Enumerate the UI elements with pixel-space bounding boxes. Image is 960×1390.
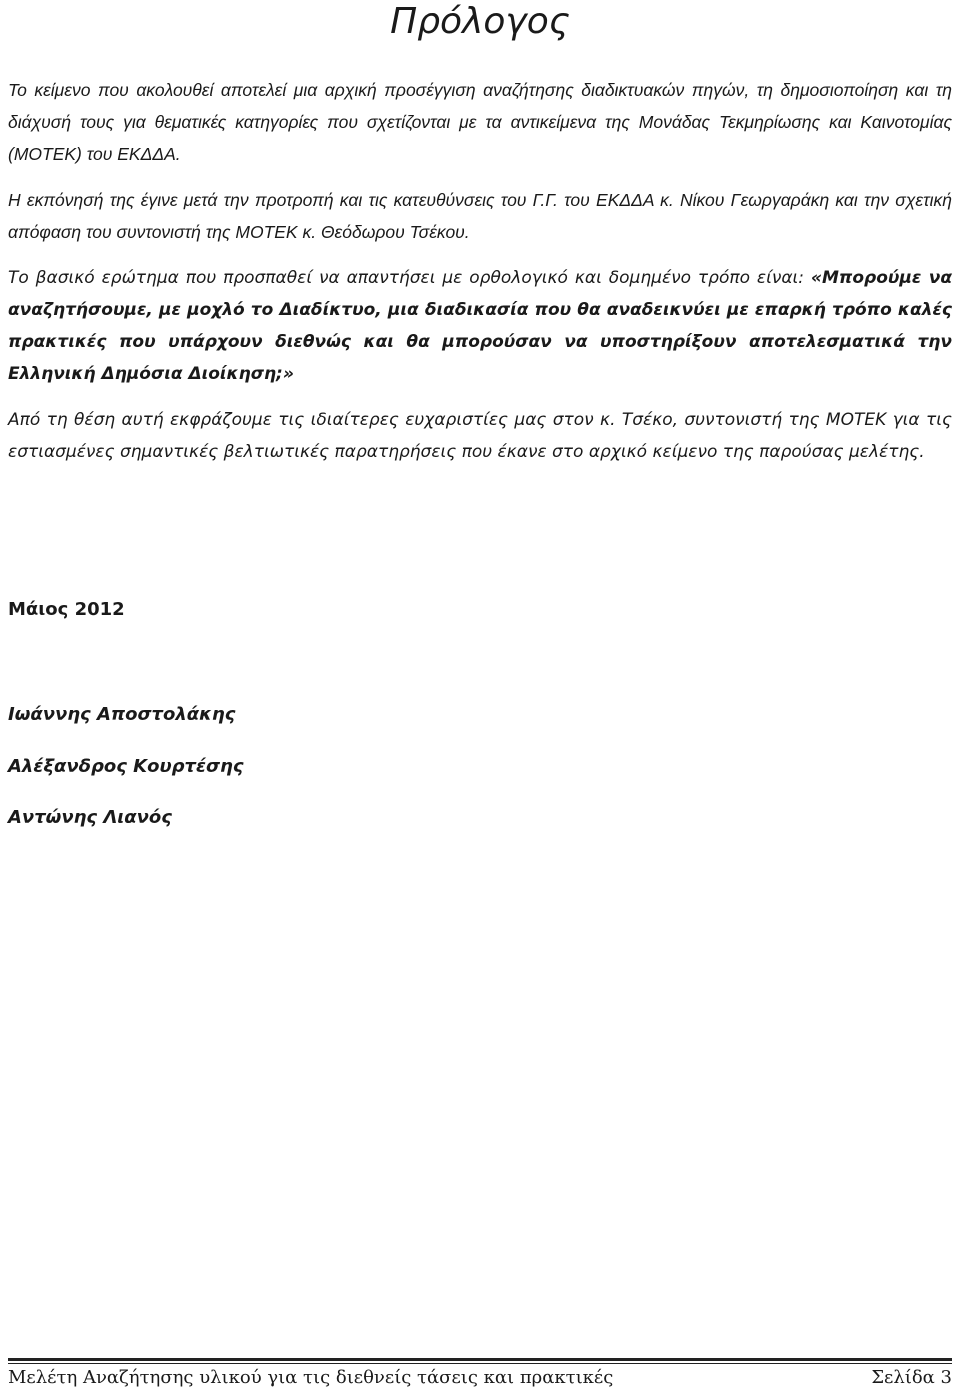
author-name: Ιωάννης Αποστολάκης bbox=[8, 704, 236, 725]
author-name: Αντώνης Λιανός bbox=[8, 807, 172, 828]
document-date: Μάιος 2012 bbox=[8, 599, 125, 620]
footer-running-title: Μελέτη Αναζήτησης υλικού για τις διεθνείς τάσεις και πρακτικές bbox=[8, 1367, 614, 1388]
footer-page-number: Σελίδα 3 bbox=[871, 1367, 952, 1388]
research-question-intro: Το βασικό ερώτημα που προσπαθεί να απαντήσει με ορθολογικό και δομημένο τρόπο είναι: bbox=[8, 268, 805, 288]
research-question: «Μπορούμε να αναζητήσουμε, με μοχλό το Διαδίκτυο, μια διαδικασία που θα αναδεικνύει με επαρκή τρόπο καλές πρακτικές που υπάρχουν διεθνώς και θα μπορούσαν να υποστηρίξουν αποτελεσματικά την Ελληνική Δημόσια Διοίκηση;» bbox=[8, 268, 953, 384]
paragraph-intro: Το κείμενο που ακολουθεί αποτελεί μια αρχική προσέγγιση αναζήτησης διαδικτυακών πηγών, τη δημοσιοποίηση και τη διάχυσή τους για θεματικές κατηγορίες που σχετίζονται με τα αντικείμενα της Μονάδας Τεκμηρίωσης και Καινοτομίας (ΜΟΤΕΚ) του ΕΚΔΔΑ. bbox=[8, 80, 952, 164]
preface-body bbox=[8, 74, 952, 482]
page-footer bbox=[8, 1366, 952, 1390]
author-name: Αλέξανδρος Κουρτέσης bbox=[8, 756, 244, 777]
paragraph-research-question bbox=[8, 262, 952, 390]
footer-divider bbox=[8, 1358, 952, 1361]
paragraph-thanks: Από τη θέση αυτή εκφράζουμε τις ιδιαίτερες ευχαριστίες μας στον κ. Τσέκο, συντονιστή της ΜΟΤΕΚ για τις εστιασμένες σημαντικές βελτιωτικές παρατηρήσεις που έκανε στο αρχικό κείμενο της παρούσας μελέτης. bbox=[8, 410, 952, 462]
page-title: Πρόλογος bbox=[390, 1, 570, 42]
paragraph-acknowledgment-origin: Η εκπόνησή της έγινε μετά την προτροπή και τις κατευθύνσεις του Γ.Γ. του ΕΚΔΔΑ κ. Νίκου Γεωργαράκη και την σχετική απόφαση του συντονιστή της ΜΟΤΕΚ κ. Θεόδωρου Τσέκου. bbox=[8, 190, 952, 242]
footer-divider-thin bbox=[8, 1363, 952, 1364]
